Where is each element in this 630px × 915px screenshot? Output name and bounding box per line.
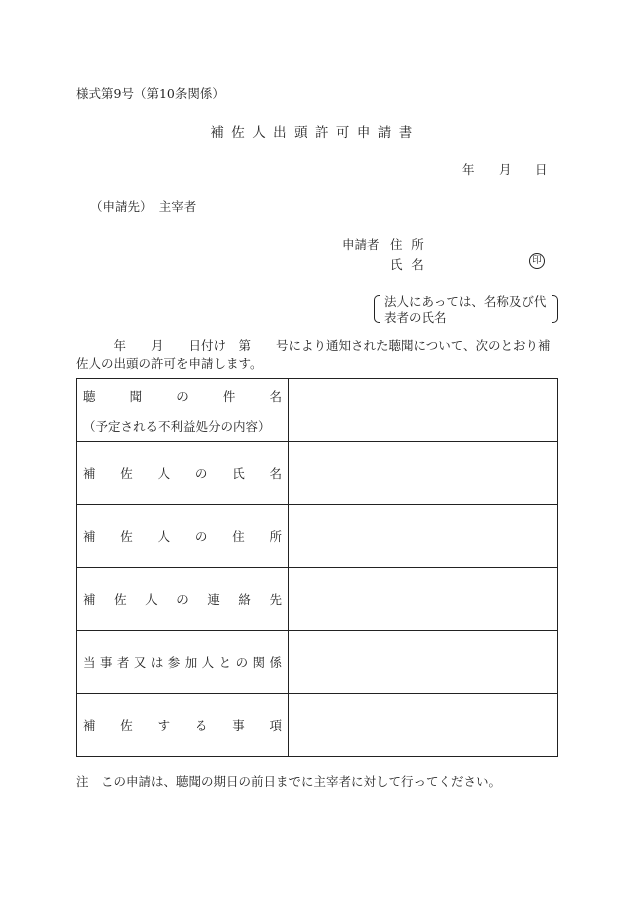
row-label-cell xyxy=(77,442,289,505)
form-number: 様式第9号（第10条関係） xyxy=(76,86,225,101)
seal-mark: 印 xyxy=(529,253,545,269)
row-label: 補 佐 人 の 住 所 xyxy=(83,529,282,544)
table-row xyxy=(77,694,558,757)
addressee: （申請先） 主宰者 xyxy=(90,199,197,214)
date-day-label: 日 xyxy=(535,162,548,177)
row-label-cell xyxy=(77,505,289,568)
table-row xyxy=(77,568,558,631)
row-label: 補 佐 す る 事 項 xyxy=(83,718,282,733)
date-year-label: 年 xyxy=(462,162,475,177)
footnote: 注 この申請は、聴聞の期日の前日までに主宰者に対して行ってください。 xyxy=(76,774,502,789)
row-label-cell xyxy=(77,379,289,442)
row-sub-label: （予定される不利益処分の内容） xyxy=(83,419,271,434)
bracket-right xyxy=(552,295,558,323)
row-value-field[interactable] xyxy=(289,694,558,757)
name-label: 氏名 xyxy=(390,257,433,272)
table-row xyxy=(77,442,558,505)
row-value-field[interactable] xyxy=(289,505,558,568)
row-label: 聴 聞 の 件 名 xyxy=(83,389,282,404)
row-value-field[interactable] xyxy=(289,568,558,631)
row-label: 補 佐 人 の 氏 名 xyxy=(83,466,282,481)
row-value-field[interactable] xyxy=(289,379,558,442)
corporate-note-text: 法人にあっては、名称及び代表者の氏名 xyxy=(384,294,547,325)
address-label: 住所 xyxy=(390,237,433,252)
row-value-field[interactable] xyxy=(289,631,558,694)
table-row xyxy=(77,631,558,694)
row-label: 当 事 者 又 は 参 加 人 と の 関 係 xyxy=(83,655,282,670)
bracket-left xyxy=(374,295,380,323)
row-label-cell xyxy=(77,568,289,631)
row-label-cell xyxy=(77,631,289,694)
page-title: 補佐人出頭許可申請書 xyxy=(210,125,420,141)
row-label: 補 佐 人 の 連 絡 先 xyxy=(83,592,282,607)
table-row xyxy=(77,505,558,568)
date-month-label: 月 xyxy=(499,162,512,177)
application-table xyxy=(76,378,558,757)
table-row xyxy=(77,379,558,442)
row-label-cell xyxy=(77,694,289,757)
applicant-label: 申請者 xyxy=(342,237,380,252)
row-value-field[interactable] xyxy=(289,442,558,505)
corporate-note xyxy=(374,294,558,324)
request-text: 年 月 日付け 第 号により通知された聴聞について、次のとおり補佐人の出頭の許可を申請します。 xyxy=(76,338,551,371)
